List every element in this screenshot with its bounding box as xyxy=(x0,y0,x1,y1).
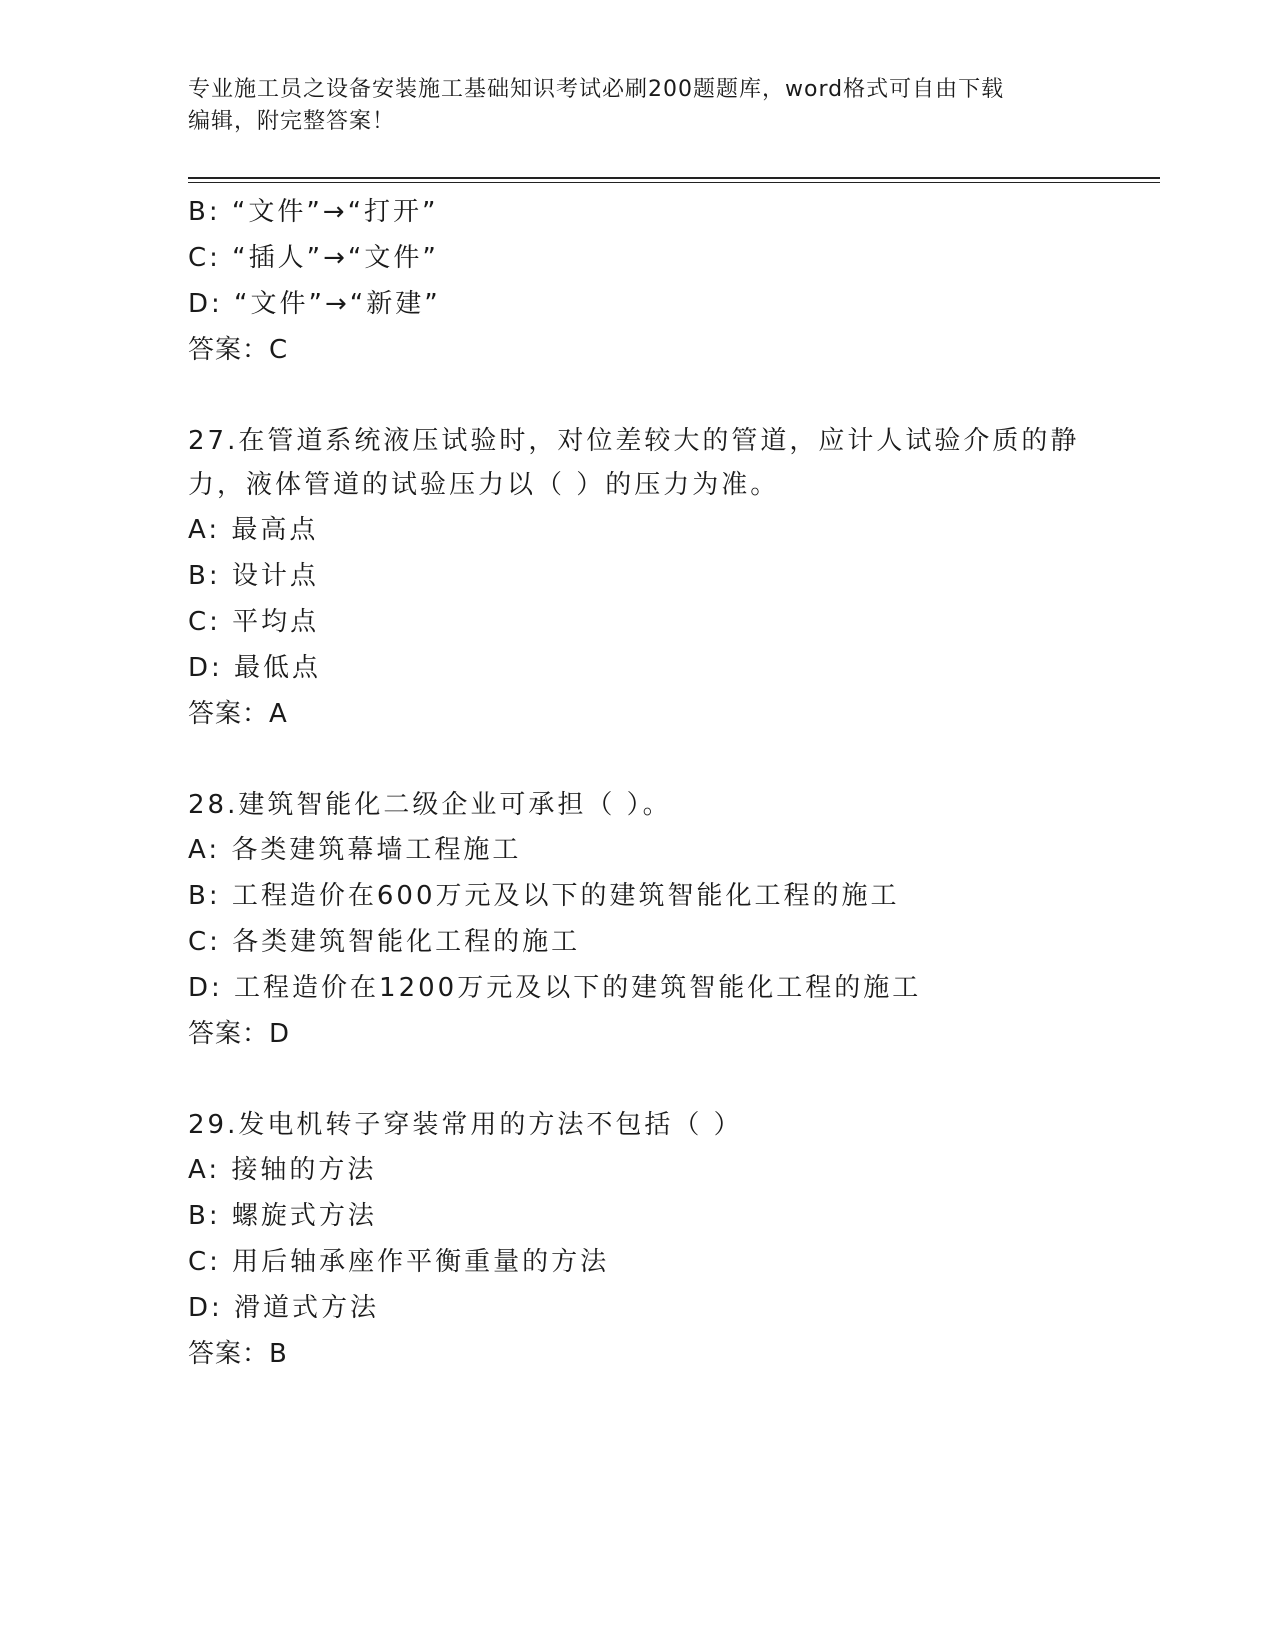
question-list xyxy=(188,189,1088,1377)
question-29 xyxy=(188,1103,1088,1377)
option-c: C: “插人”→“文件” xyxy=(188,243,439,273)
option-b: B: 设计点 xyxy=(188,561,319,591)
option-a: A: 接轴的方法 xyxy=(188,1155,377,1185)
question-stem-line: 29.发电机转子穿装常用的方法不包括（ ） xyxy=(188,1110,743,1140)
option-c: C: 平均点 xyxy=(188,607,320,637)
question-26-continued xyxy=(188,189,1088,373)
option-b: B: “文件”→“打开” xyxy=(188,197,439,227)
option-c: C: 用后轴承座作平衡重量的方法 xyxy=(188,1247,610,1277)
spacer xyxy=(188,1057,1088,1103)
answer-line: 答案：A xyxy=(188,699,288,729)
option-a: A: 各类建筑幕墙工程施工 xyxy=(188,835,522,865)
option-d: D: “文件”→“新建” xyxy=(188,289,441,319)
header-line-2: 编辑，附完整答案！ xyxy=(188,109,396,134)
option-d: D: 最低点 xyxy=(188,653,322,683)
answer-line: 答案：B xyxy=(188,1339,288,1369)
header-divider-thick xyxy=(188,177,1160,179)
spacer xyxy=(188,373,1088,419)
question-stem-line: 27.在管道系统液压试验时，对位差较大的管道，应计人试验介质的静 xyxy=(188,426,1080,456)
option-b: B: 螺旋式方法 xyxy=(188,1201,377,1231)
header-line-1: 专业施工员之设备安装施工基础知识考试必刷200题题库，word格式可自由下载 xyxy=(188,77,1005,102)
option-b: B: 工程造价在600万元及以下的建筑智能化工程的施工 xyxy=(188,881,900,911)
option-a: A: 最高点 xyxy=(188,515,319,545)
question-stem-line: 力，液体管道的试验压力以（ ）的压力为准。 xyxy=(188,470,780,500)
header-divider-thin xyxy=(188,182,1160,183)
question-27 xyxy=(188,419,1088,737)
option-d: D: 工程造价在1200万元及以下的建筑智能化工程的施工 xyxy=(188,973,922,1003)
option-c: C: 各类建筑智能化工程的施工 xyxy=(188,927,581,957)
question-stem-line: 28.建筑智能化二级企业可承担（ ）。 xyxy=(188,790,672,820)
answer-line: 答案：C xyxy=(188,335,289,365)
option-d: D: 滑道式方法 xyxy=(188,1293,380,1323)
question-28 xyxy=(188,783,1088,1057)
answer-line: 答案：D xyxy=(188,1019,291,1049)
document-header xyxy=(188,74,1088,138)
spacer xyxy=(188,737,1088,783)
